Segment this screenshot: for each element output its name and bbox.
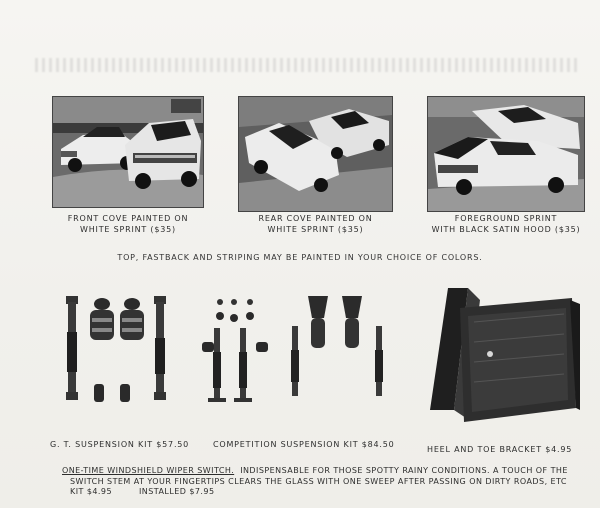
photo-black-satin-hood: [427, 96, 585, 212]
caption-line: FRONT COVE PAINTED ON: [67, 214, 189, 223]
gt-suspension-kit-image: [58, 292, 178, 412]
competition-suspension-kit-label: COMPETITION SUSPENSION KIT $84.50: [213, 440, 395, 449]
competition-suspension-kit-image: [196, 292, 396, 410]
caption-line: FOREGROUND SPRINT: [454, 214, 558, 223]
caption-line: WITH BLACK SATIN HOOD ($35): [431, 225, 581, 234]
wiper-line-1-text: INDISPENSABLE FOR THOSE SPOTTY RAINY CONDITIONS. A TOUCH OF THE: [240, 466, 568, 475]
photo-rear-cove: [238, 96, 393, 212]
wiper-kit-price: KIT $4.95: [70, 487, 112, 496]
gt-suspension-kit-label: G. T. SUSPENSION KIT $57.50: [50, 440, 190, 449]
wiper-line-3: [62, 487, 582, 498]
heel-toe-bracket-image: [420, 282, 582, 428]
caption-line: WHITE SPRINT ($35): [80, 225, 176, 234]
wiper-line-2: SWITCH STEM AT YOUR FINGERTIPS CLEARS THE GLASS WITH ONE SWEEP AFTER PASSING ON DIRTY ROADS, ETC: [70, 476, 567, 486]
photo-front-cove-caption: [52, 213, 204, 235]
photo-rear-cove-caption: [238, 213, 393, 235]
photo-front-cove: [52, 96, 204, 208]
wiper-installed-price: INSTALLED $7.95: [139, 487, 215, 496]
wiper-switch-description: [62, 466, 582, 498]
wiper-switch-title: ONE-TIME WINDSHIELD WIPER SWITCH.: [62, 466, 235, 475]
heel-toe-bracket-label: HEEL AND TOE BRACKET $4.95: [427, 445, 573, 454]
wiper-line-1: [62, 466, 582, 477]
caption-line: REAR COVE PAINTED ON: [258, 214, 373, 223]
color-notice: TOP, FASTBACK AND STRIPING MAY BE PAINTED IN YOUR CHOICE OF COLORS.: [117, 253, 483, 262]
caption-line: WHITE SPRINT ($35): [267, 225, 364, 234]
photo-black-satin-hood-caption: [427, 213, 585, 235]
bleed-through-text: [35, 58, 580, 72]
